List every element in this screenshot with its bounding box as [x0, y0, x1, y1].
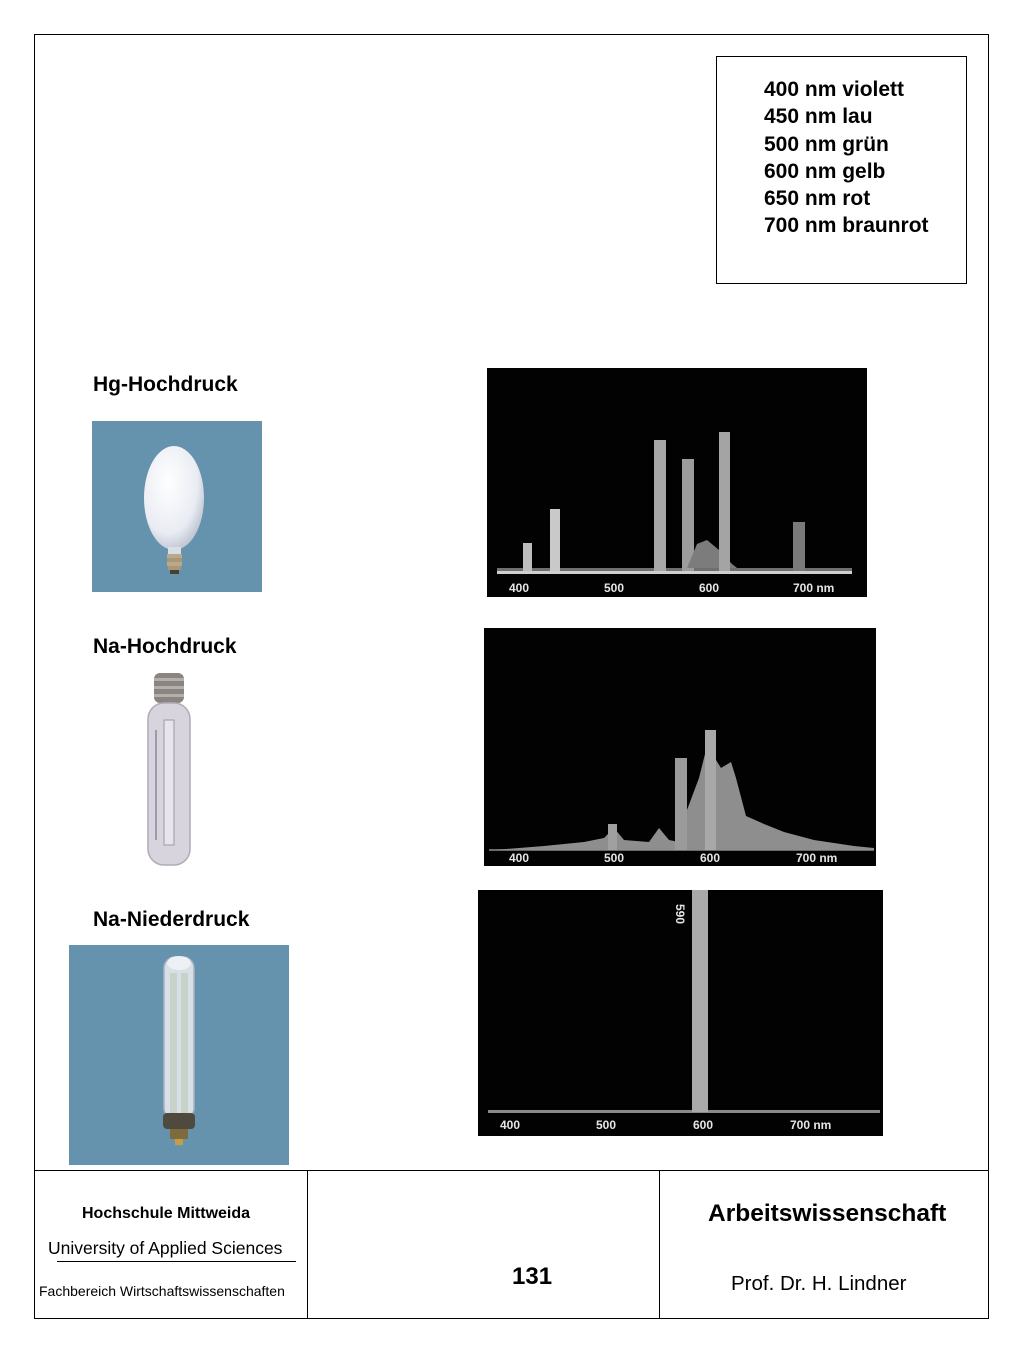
hg-spectrum-line [654, 440, 666, 571]
legend-item: 600 nm gelb [764, 159, 886, 183]
footer-divider [34, 1170, 989, 1171]
na-spectrum-line [705, 730, 716, 850]
institution-name: Hochschule Mittweida [82, 1205, 251, 1222]
department-name: Fachbereich Wirtschaftswissenschaften [39, 1283, 285, 1299]
na-high-pressure-lamp-photo [140, 670, 210, 870]
axis-tick-label: 700 nm [796, 851, 838, 865]
legend-item: 500 nm grün [764, 132, 889, 156]
na-spectrum-line [608, 824, 617, 850]
footer-column-divider [659, 1171, 660, 1319]
na-spectrum-line [675, 758, 687, 850]
axis-tick-label: 600 [699, 581, 720, 595]
na-low-pressure-lamp-photo [69, 945, 289, 1165]
legend-item: 400 nm violett [764, 78, 905, 101]
hg-spectrum-line [793, 522, 805, 571]
axis-tick-label: 500 [596, 1118, 617, 1132]
na-589nm-line [692, 890, 708, 1112]
legend-item: 700 nm braunrot [764, 214, 929, 238]
axis-tick-label: 500 [604, 851, 625, 865]
line-annotation: 590 [673, 904, 687, 925]
course-title: Arbeitswissenschaft [708, 1200, 947, 1227]
wavelength-legend [764, 76, 929, 240]
hg-spectrum-line [682, 459, 694, 571]
university-name: University of Applied Sciences [48, 1238, 283, 1258]
axis-tick-label: 400 [500, 1118, 521, 1132]
na-low-pressure-bulb-icon [69, 945, 289, 1165]
lamp-label-hg-hochdruck: Hg-Hochdruck [93, 373, 238, 396]
university-underline [57, 1261, 296, 1262]
na-low-pressure-spectrum-image [478, 890, 883, 1136]
axis-tick-label: 400 [509, 581, 530, 595]
author-name: Prof. Dr. H. Lindner [731, 1272, 907, 1295]
axis-tick-label: 700 nm [790, 1118, 832, 1132]
na-high-pressure-bulb-icon [140, 670, 210, 870]
hg-bulb-icon [92, 421, 262, 592]
axis-tick-label: 600 [700, 851, 721, 865]
na-high-pressure-spectrum-image [484, 628, 876, 866]
hg-spectrum-line [550, 509, 560, 571]
legend-item: 450 nm lau [764, 105, 873, 129]
legend-item: 650 nm rot [764, 187, 871, 211]
lamp-label-na-hochdruck: Na-Hochdruck [93, 635, 237, 658]
hg-lamp-photo [92, 421, 262, 592]
axis-tick-label: 600 [693, 1118, 714, 1132]
hg-spectrum-line [523, 543, 532, 571]
axis-tick-label: 500 [604, 581, 625, 595]
axis-tick-label: 700 nm [793, 581, 835, 595]
page-number: 131 [512, 1263, 553, 1290]
axis-tick-label: 400 [509, 851, 530, 865]
footer-column-divider [307, 1171, 308, 1319]
hg-spectrum-line [719, 432, 730, 571]
lamp-label-na-niederdruck: Na-Niederdruck [93, 908, 250, 931]
hg-spectrum-image [487, 368, 867, 597]
